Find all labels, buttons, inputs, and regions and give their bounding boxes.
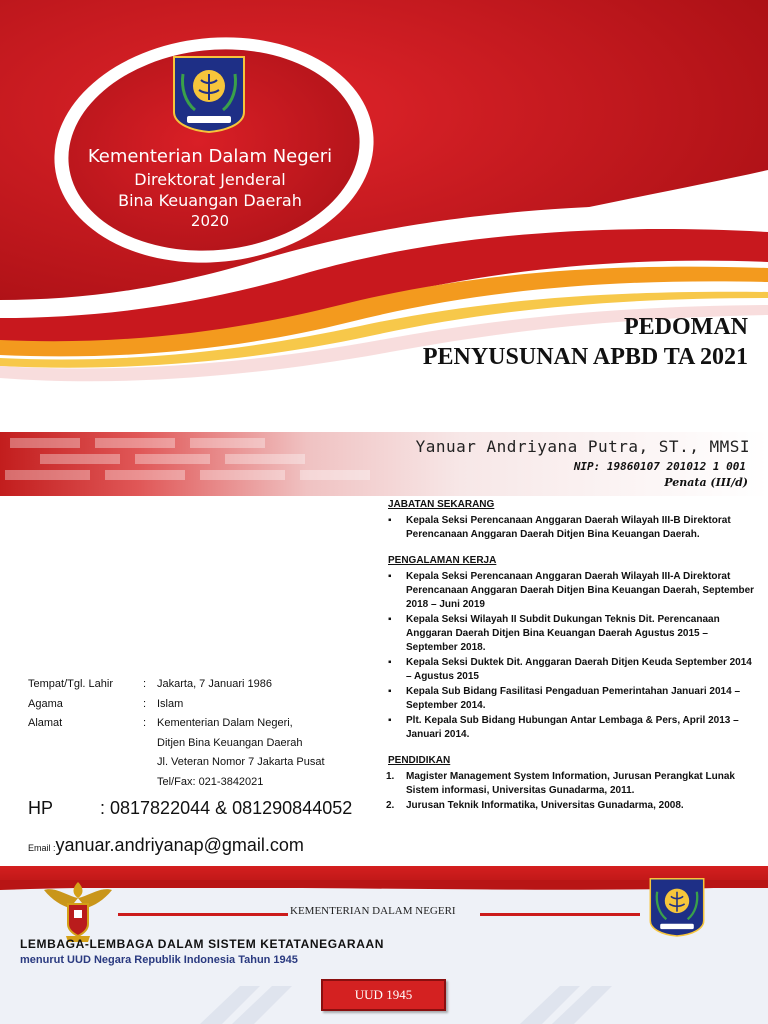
list-item-text: Kepala Seksi Perencanaan Anggaran Daerah Wilayah III-B Direktorat Perencanaan Anggaran Daerah Ditjen Bina Keuangan Daerah. [406, 515, 731, 540]
phone-value: : 0817822044 & 081290844052 [100, 798, 353, 818]
list-item [376, 714, 756, 742]
brick-banner [0, 432, 768, 496]
slide-header: KEMENTERIAN DALAM NEGERI [290, 905, 456, 917]
personal-separator [143, 773, 157, 793]
bullet-icon: ▪ [388, 657, 392, 668]
title-line-2: PENYUSUNAN APBD TA 2021 [422, 344, 748, 370]
bullet-icon: ▪ [388, 715, 392, 726]
personal-label [28, 753, 143, 773]
personal-separator: : [143, 678, 147, 690]
brick-decor [105, 470, 185, 480]
bullet-icon: ▪ [388, 515, 392, 526]
org-line-2: Direktorat Jenderal [134, 170, 286, 189]
kemendagri-emblem-icon [648, 876, 706, 938]
list-item [376, 514, 756, 542]
slide-heading: LEMBAGA-LEMBAGA DALAM SISTEM KETATANEGARAAN [20, 937, 384, 951]
personal-label: Alamat [28, 717, 63, 729]
list-item-text: Plt. Kepala Sub Bidang Hubungan Antar Lembaga & Pers, April 2013 – Januari 2014. [406, 715, 739, 740]
personal-label [28, 773, 143, 793]
brick-decor [40, 454, 120, 464]
personal-value: Kementerian Dalam Negeri, [157, 717, 293, 729]
jabatan-list [376, 514, 756, 542]
personal-separator: : [143, 717, 147, 729]
brick-decor [190, 438, 265, 448]
bullet-icon: ▪ [388, 614, 392, 625]
list-item [376, 685, 756, 713]
org-line-3: Bina Keuangan Daerah [118, 191, 302, 210]
list-item [376, 799, 756, 813]
phone-row [28, 798, 352, 819]
personal-info [28, 675, 357, 792]
phone-label: HP [28, 798, 54, 818]
personal-label: Agama [28, 697, 63, 710]
list-number: 2. [386, 800, 395, 811]
email-label: Email : [28, 843, 56, 853]
header-rule-right [480, 913, 640, 916]
org-line-1: Kementerian Dalam Negeri [87, 146, 333, 167]
profile-nip: NIP: 19860107 201012 1 001 [573, 460, 746, 473]
list-item [376, 613, 756, 655]
email-value: yanuar.andriyanap@gmail.com [55, 835, 304, 855]
list-item-text: Magister Management System Information, Jurusan Perangkat Lunak Sistem informasi, Universitas Gunadarma, 2011. [406, 771, 735, 796]
personal-row [28, 714, 357, 734]
brick-decor [135, 454, 210, 464]
section-title-pendidikan: PENDIDIKAN [388, 755, 451, 766]
personal-label [28, 734, 143, 754]
personal-value: Jakarta, 7 Januari 1986 [157, 678, 272, 690]
brick-decor [5, 470, 90, 480]
profile-rank: Penata (III/d) [664, 476, 748, 489]
personal-row [28, 695, 357, 715]
personal-row [28, 734, 357, 754]
kemendagri-emblem-icon [171, 54, 247, 134]
list-item [376, 656, 756, 684]
list-item-text: Jurusan Teknik Informatika, Universitas Gunadarma, 2008. [406, 800, 684, 811]
personal-value: Jl. Veteran Nomor 7 Jakarta Pusat [157, 756, 325, 768]
cover-slide [0, 0, 768, 405]
career-info [376, 498, 756, 814]
list-item-text: Kepala Seksi Wilayah II Subdit Dukungan Teknis Dit. Perencanaan Anggaran Daerah Ditjen Bina Keuangan Daerah Agustus 2015 – September 2018. [406, 614, 720, 653]
list-item-text: Kepala Seksi Perencanaan Anggaran Daerah Wilayah III-A Direktorat Perencanaan Anggaran Daerah Ditjen Bina Keuangan Daerah, September 2018 – Juni 2019 [406, 571, 755, 610]
brick-decor [95, 438, 175, 448]
brick-decor [300, 470, 370, 480]
personal-value: Tel/Fax: 021-3842021 [157, 775, 264, 788]
slide-subheading: menurut UUD Negara Republik Indonesia Tahun 1945 [20, 954, 298, 966]
profile-name: Yanuar Andriyana Putra, ST., MMSI [415, 437, 750, 456]
list-number: 1. [386, 771, 395, 782]
personal-row [28, 753, 357, 773]
garuda-emblem-icon [42, 878, 114, 944]
personal-row [28, 773, 357, 793]
email-row [28, 835, 304, 856]
bullet-icon: ▪ [388, 686, 392, 697]
title-line-1: PEDOMAN [624, 314, 748, 340]
pendidikan-list [376, 770, 756, 813]
personal-value: Ditjen Bina Keuangan Daerah [157, 736, 303, 749]
document-title [423, 312, 748, 372]
personal-separator: : [143, 697, 147, 710]
bullet-icon: ▪ [388, 571, 392, 582]
institutions-slide [0, 866, 768, 1024]
uud-1945-box: UUD 1945 [321, 979, 446, 1011]
pengalaman-list [376, 570, 756, 742]
list-item [376, 770, 756, 798]
list-item-text: Kepala Seksi Duktek Dit. Anggaran Daerah Ditjen Keuda September 2014 – Agustus 2015 [406, 657, 752, 682]
org-year: 2020 [190, 212, 230, 230]
personal-separator [143, 734, 157, 754]
organization-name [60, 145, 360, 232]
personal-label: Tempat/Tgl. Lahir [28, 678, 113, 690]
brick-decor [10, 438, 80, 448]
personal-separator [143, 753, 157, 773]
profile-slide [0, 432, 768, 864]
list-item [376, 570, 756, 612]
personal-value: Islam [157, 697, 184, 710]
brick-decor [225, 454, 305, 464]
brick-decor [200, 470, 285, 480]
personal-row [28, 675, 357, 695]
list-item-text: Kepala Sub Bidang Fasilitasi Pengaduan Pemerintahan Januari 2014 – September 2014. [406, 686, 740, 711]
section-title-jabatan: JABATAN SEKARANG [388, 499, 495, 510]
section-title-pengalaman: PENGALAMAN KERJA [388, 555, 497, 566]
